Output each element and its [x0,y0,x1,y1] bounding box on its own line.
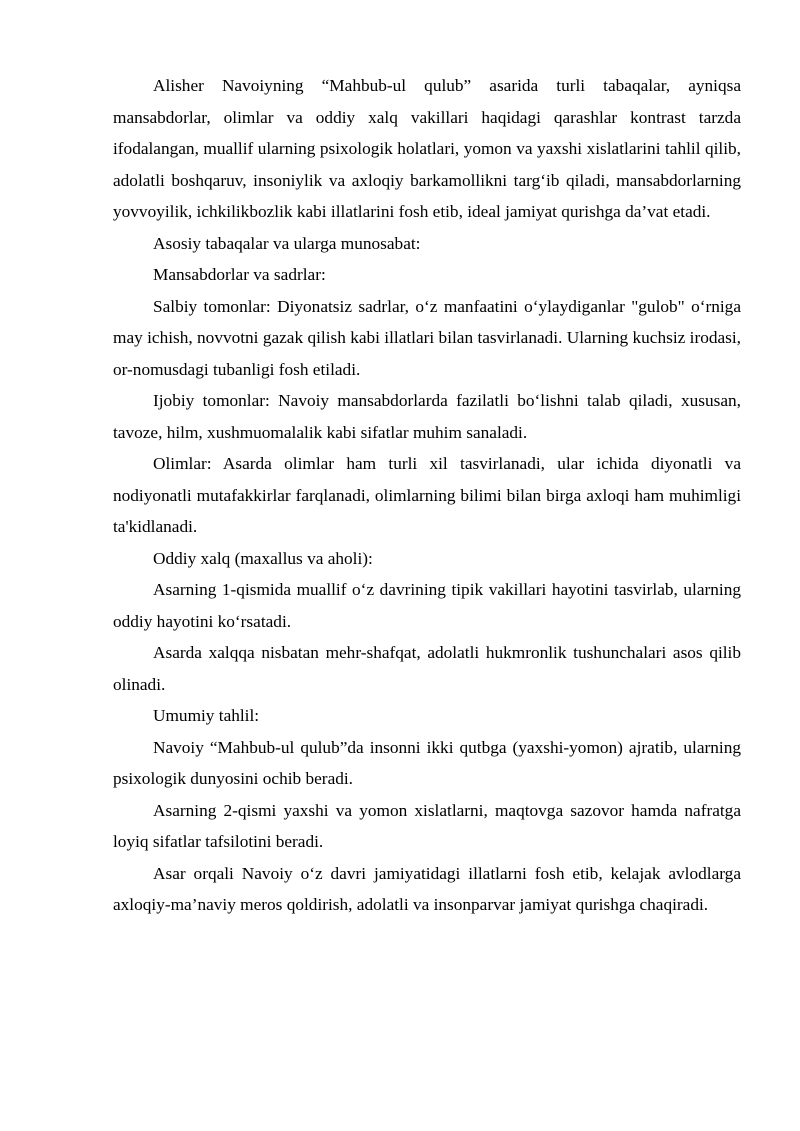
paragraph-conclusion: Asar orqali Navoiy o‘z davri jamiyatidagi illatlarni fosh etib, kelajak avlodlarga axloqiy-ma’naviy meros qoldirish, adolatli va insonparvar jamiyat qurishga chaqiradi. [113,863,741,914]
subheading-officials: Mansabdorlar va sadrlar: [153,265,326,284]
paragraph-part-one: Asarning 1-qismida muallif o‘z davrining tipik vakillari hayotini tasvirlab, ularning oddiy hayotini ko‘rsatadi. [113,580,741,631]
section-heading-main-classes: Asosiy tabaqalar va ularga munosabat: [153,233,421,253]
paragraph-two-poles: Navoiy “Mahbub-ul qulub”da insonni ikki qutbga (yaxshi-yomon) ajratib, ularning psixologik dunyosini ochib beradi. [113,737,741,788]
document-page [113,70,741,921]
paragraph-scholars: Olimlar: Asarda olimlar ham turli xil tasvirlanadi, ular ichida diyonatli va nodiyonatli mutafakkirlar farqlanadi, olimlarning bilimi bilan birga axloqi ham muhimligi ta'kidlanadi. [113,454,741,536]
subheading-general-analysis: Umumiy tahlil: [153,706,260,725]
paragraph-compassion: Asarda xalqqa nisbatan mehr-shafqat, adolatli hukmronlik tushunchalari asos qilib olinadi. [113,643,741,694]
intro-paragraph: Alisher Navoiyning “Mahbub-ul qulub” asarida turli tabaqalar, ayniqsa mansabdorlar, olimlar va oddiy xalq vakillari haqidagi qarashlar kontrast tarzda ifodalangan, muallif ularning psixologik holatlari, yomon va yaxshi xislatlarini tahlil qilib, adolatli boshqaruv, insoniylik va axloqiy barkamollikni targ‘ib qiladi, mansabdorlarning yovvoyilik, ichkilikbozlik kabi illatlarini fosh etib, ideal jamiyat qurishga da’vat etadi. [113,76,741,221]
paragraph-positive-sides: Ijobiy tomonlar: Navoiy mansabdorlarda fazilatli bo‘lishni talab qiladi, xususan, tavoze, hilm, xushmuomalalik kabi sifatlar muhim sanaladi. [113,391,741,442]
paragraph-negative-sides: Salbiy tomonlar: Diyonatsiz sadrlar, o‘z manfaatini o‘ylaydiganlar "gulob" o‘rniga may ichish, novvotni gazak qilish kabi illatlari bilan tasvirlanadi. Ularning kuchsiz irodasi, or-nomusdagi tubanligi fosh etiladi. [113,296,741,379]
paragraph-part-two: Asarning 2-qismi yaxshi va yomon xislatlarni, maqtovga sazovor hamda nafratga loyiq sifatlar tafsilotini beradi. [113,800,741,851]
subheading-common-people: Oddiy xalq (maxallus va aholi): [153,548,373,568]
